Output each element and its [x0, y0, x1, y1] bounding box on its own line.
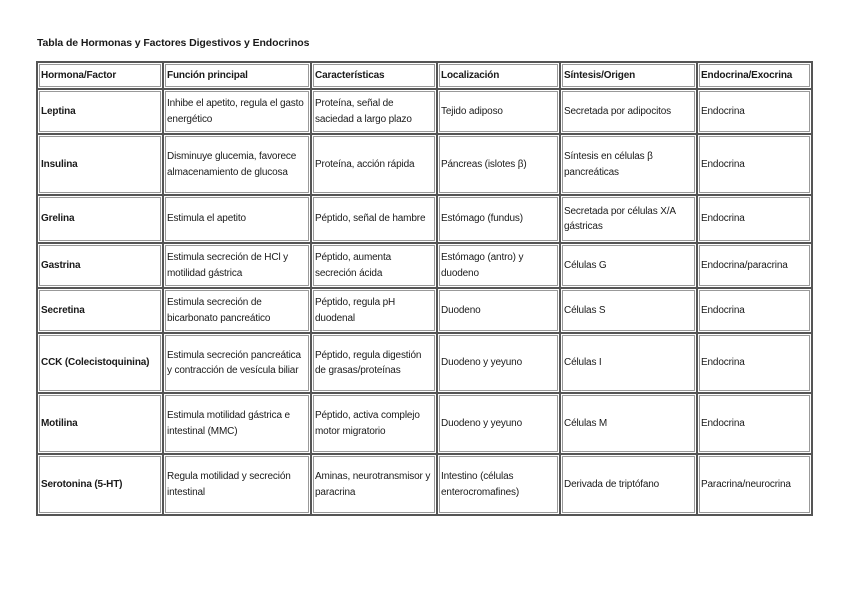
cell-funcion: Estimula motilidad gástrica e intestinal (MMC)	[163, 393, 311, 454]
cell-hormona: Grelina	[37, 195, 163, 243]
cell-localizacion: Páncreas (islotes β)	[437, 134, 560, 195]
cell-caracteristicas: Proteína, acción rápida	[311, 134, 437, 195]
cell-localizacion: Estómago (fundus)	[437, 195, 560, 243]
cell-localizacion: Estómago (antro) y duodeno	[437, 243, 560, 288]
header-tipo: Endocrina/Exocrina	[697, 62, 812, 89]
cell-funcion: Estimula el apetito	[163, 195, 311, 243]
cell-sintesis: Células G	[560, 243, 697, 288]
cell-tipo: Endocrina	[697, 333, 812, 393]
cell-tipo: Endocrina	[697, 89, 812, 134]
cell-sintesis: Células S	[560, 288, 697, 333]
cell-hormona: Leptina	[37, 89, 163, 134]
table-row	[37, 333, 812, 393]
table-row	[37, 134, 812, 195]
header-localizacion: Localización	[437, 62, 560, 89]
cell-sintesis: Derivada de triptófano	[560, 454, 697, 515]
cell-hormona: Motilina	[37, 393, 163, 454]
cell-funcion: Estimula secreción de HCl y motilidad gástrica	[163, 243, 311, 288]
hormones-table	[36, 61, 813, 516]
cell-hormona: CCK (Colecistoquinina)	[37, 333, 163, 393]
cell-hormona: Serotonina (5-HT)	[37, 454, 163, 515]
table-row	[37, 195, 812, 243]
cell-sintesis: Secretada por adipocitos	[560, 89, 697, 134]
cell-caracteristicas: Péptido, activa complejo motor migratorio	[311, 393, 437, 454]
header-hormona: Hormona/Factor	[37, 62, 163, 89]
cell-hormona: Insulina	[37, 134, 163, 195]
cell-caracteristicas: Proteína, señal de saciedad a largo plazo	[311, 89, 437, 134]
cell-sintesis: Secretada por células X/A gástricas	[560, 195, 697, 243]
cell-caracteristicas: Péptido, regula pH duodenal	[311, 288, 437, 333]
table-row	[37, 393, 812, 454]
cell-funcion: Inhibe el apetito, regula el gasto energético	[163, 89, 311, 134]
cell-tipo: Endocrina/paracrina	[697, 243, 812, 288]
table-row	[37, 89, 812, 134]
cell-funcion: Estimula secreción pancreática y contracción de vesícula biliar	[163, 333, 311, 393]
cell-localizacion: Duodeno y yeyuno	[437, 333, 560, 393]
cell-caracteristicas: Aminas, neurotransmisor y paracrina	[311, 454, 437, 515]
header-sintesis: Síntesis/Origen	[560, 62, 697, 89]
table-row	[37, 454, 812, 515]
cell-localizacion: Intestino (células enterocromafines)	[437, 454, 560, 515]
cell-sintesis: Células M	[560, 393, 697, 454]
cell-tipo: Endocrina	[697, 288, 812, 333]
cell-tipo: Endocrina	[697, 393, 812, 454]
table-header-row	[37, 62, 812, 89]
header-caracteristicas: Características	[311, 62, 437, 89]
cell-caracteristicas: Péptido, aumenta secreción ácida	[311, 243, 437, 288]
table-row	[37, 288, 812, 333]
cell-localizacion: Duodeno	[437, 288, 560, 333]
cell-tipo: Endocrina	[697, 134, 812, 195]
cell-localizacion: Tejido adiposo	[437, 89, 560, 134]
document-title: Tabla de Hormonas y Factores Digestivos y Endocrinos	[37, 37, 310, 49]
cell-caracteristicas: Péptido, señal de hambre	[311, 195, 437, 243]
cell-sintesis: Síntesis en células β pancreáticas	[560, 134, 697, 195]
cell-funcion: Estimula secreción de bicarbonato pancreático	[163, 288, 311, 333]
cell-tipo: Paracrina/neurocrina	[697, 454, 812, 515]
cell-caracteristicas: Péptido, regula digestión de grasas/proteínas	[311, 333, 437, 393]
cell-tipo: Endocrina	[697, 195, 812, 243]
cell-hormona: Gastrina	[37, 243, 163, 288]
table-row	[37, 243, 812, 288]
cell-sintesis: Células I	[560, 333, 697, 393]
header-funcion: Función principal	[163, 62, 311, 89]
cell-funcion: Disminuye glucemia, favorece almacenamiento de glucosa	[163, 134, 311, 195]
cell-hormona: Secretina	[37, 288, 163, 333]
cell-localizacion: Duodeno y yeyuno	[437, 393, 560, 454]
cell-funcion: Regula motilidad y secreción intestinal	[163, 454, 311, 515]
